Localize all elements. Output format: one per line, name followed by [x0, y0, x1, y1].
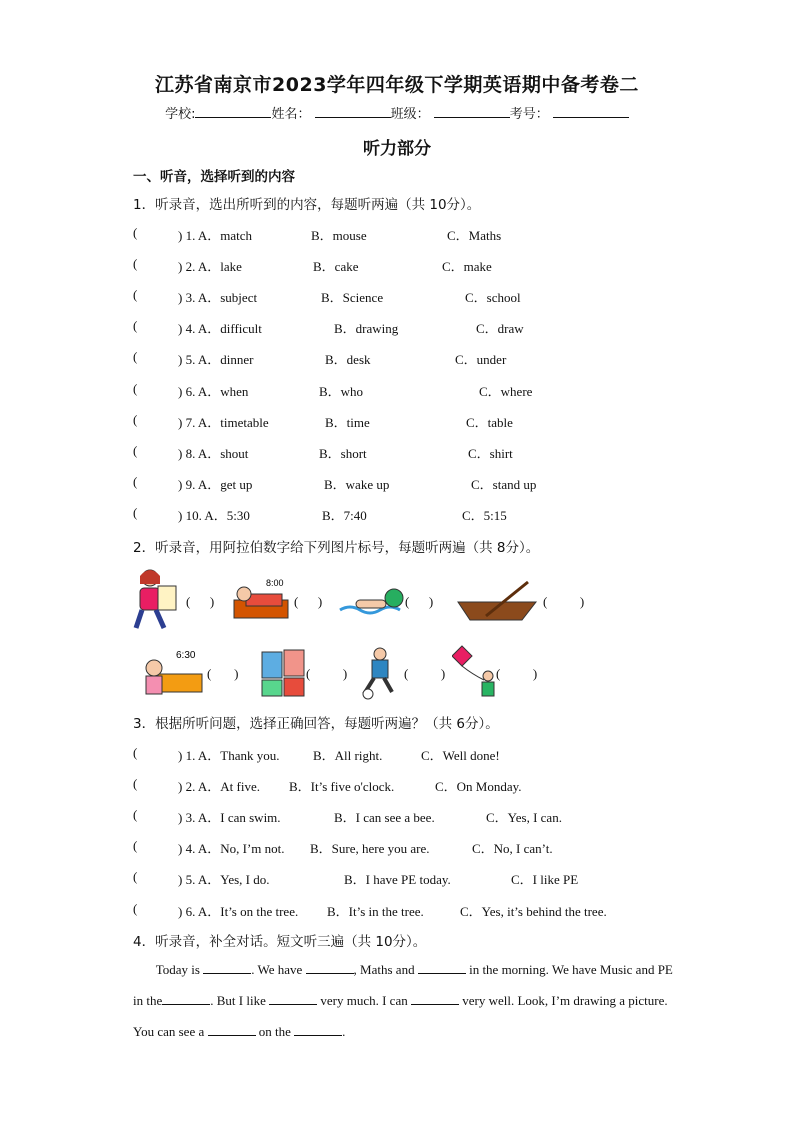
option-b: B．drawing [334, 321, 399, 337]
option-a: ) 4. A．No, I’m not. [178, 841, 285, 857]
option-b: B．It’s five o'clock. [289, 779, 395, 795]
option-a: ) 7. A．timetable [178, 414, 269, 430]
passage-blank[interactable] [208, 1025, 256, 1036]
option-a: ) 5. A．Yes, I do. [178, 872, 270, 888]
class-field[interactable] [434, 105, 510, 118]
answer-paren[interactable]: ( [133, 504, 138, 520]
page-title: 江苏省南京市2023学年四年级下学期英语期中备考卷二 [155, 74, 639, 96]
q2-answer-paren-8[interactable]: ( ) [496, 666, 538, 681]
passage-text: . [342, 1024, 346, 1039]
option-c: C．shirt [468, 445, 513, 461]
option-a: ) 10. A．5:30 [178, 507, 250, 523]
clock-time-label: 6:30 [176, 650, 196, 661]
answer-paren[interactable]: ( [133, 807, 138, 823]
q3-instruction: 3．根据所听问题，选择正确回答，每题听两遍？（共 6分）。 [133, 716, 499, 732]
option-c: C．stand up [471, 476, 537, 492]
option-b: B．cake [313, 259, 359, 275]
passage-text: . But I like [210, 993, 266, 1008]
q4-instruction: 4．听录音，补全对话。短文听三遍（共 10分）。 [133, 934, 427, 950]
section-title: 听力部分 [363, 139, 431, 159]
option-b: B．Sure, here you are. [310, 841, 430, 857]
option-a: ) 3. A．I can swim. [178, 810, 281, 826]
option-c: C．I like PE [511, 872, 579, 888]
passage-text: . We have [251, 962, 303, 977]
student-info-line [0, 103, 794, 122]
q2-answer-paren-1[interactable]: ( ) [186, 594, 215, 609]
passage-blank[interactable] [269, 994, 317, 1005]
boy-flying-kite-picture [452, 644, 500, 700]
option-c: C．table [466, 414, 513, 430]
option-b: B．desk [325, 352, 371, 368]
option-b: B．Science [321, 290, 384, 306]
name-label: 姓名： [271, 107, 311, 122]
answer-paren[interactable]: ( [133, 225, 138, 240]
q1-instruction: 1．听录音，选出所听到的内容，每题听两遍（共 10分）。 [133, 197, 481, 213]
answer-paren[interactable]: ( [133, 900, 138, 916]
q2-answer-paren-2[interactable]: ( ) [294, 594, 323, 609]
clock-time-label: 8:00 [266, 578, 284, 588]
class-label: 班级： [390, 107, 430, 122]
school-field[interactable] [195, 105, 271, 118]
option-a: ) 9. A．get up [178, 476, 253, 492]
option-a: ) 1. A．Thank you. [178, 748, 280, 763]
option-b: B．wake up [324, 476, 390, 492]
passage-blank[interactable] [162, 994, 210, 1005]
option-c: C．On Monday. [435, 779, 522, 795]
school-label: 学校: [165, 107, 196, 122]
answer-paren[interactable]: ( [133, 838, 138, 854]
q2-answer-paren-3[interactable]: ( ) [405, 594, 434, 609]
option-a: ) 3. A．subject [178, 290, 258, 306]
books-picture [260, 648, 308, 698]
option-c: C．Well done! [421, 748, 500, 763]
number-label: 考号： [509, 107, 549, 122]
q2-answer-paren-4[interactable]: ( ) [543, 594, 585, 609]
option-c: C．school [465, 290, 521, 306]
answer-paren[interactable]: ( [133, 287, 138, 303]
boy-swimming-picture [338, 584, 410, 620]
answer-paren[interactable]: ( [133, 442, 138, 458]
option-b: B．who [319, 383, 364, 399]
option-c: C．Yes, it’s behind the tree. [460, 903, 607, 919]
option-b: B．short [319, 445, 367, 461]
passage-text: , Maths and [353, 962, 415, 977]
number-field[interactable] [553, 105, 629, 118]
answer-paren[interactable]: ( [133, 318, 138, 334]
answer-paren[interactable]: ( [133, 256, 138, 272]
q2-instruction: 2．听录音，用阿拉伯数字给下列图片标号，每题听两遍（共 8分）。 [133, 540, 540, 556]
option-a: ) 2. A．lake [178, 259, 242, 275]
option-a: ) 1. A．match [178, 228, 253, 243]
option-c: C．make [442, 259, 492, 275]
option-b: B．I can see a bee. [334, 810, 435, 826]
option-a: ) 2. A．At five. [178, 779, 260, 795]
boy-playing-football-picture [352, 646, 404, 700]
passage-text: very much. I can [320, 993, 408, 1008]
option-a: ) 4. A．difficult [178, 321, 262, 337]
boat-picture [456, 576, 538, 624]
passage-text: Today is [155, 962, 200, 977]
option-c: C．draw [476, 321, 524, 337]
option-b: B．time [325, 414, 370, 430]
passage-blank[interactable] [418, 963, 466, 974]
answer-paren[interactable]: ( [133, 411, 138, 427]
answer-paren[interactable]: ( [133, 380, 138, 396]
name-field[interactable] [315, 105, 391, 118]
answer-paren[interactable]: ( [133, 869, 138, 885]
option-a: ) 5. A．dinner [178, 352, 254, 368]
girl-waking-up-picture [136, 646, 204, 696]
q4-passage [133, 954, 673, 1047]
option-b: B．mouse [311, 228, 367, 243]
option-a: ) 6. A．It’s on the tree. [178, 903, 299, 919]
answer-paren[interactable]: ( [133, 745, 138, 760]
q2-answer-paren-7[interactable]: ( ) [404, 666, 446, 681]
passage-blank[interactable] [203, 963, 251, 974]
passage-text: on the [258, 1024, 291, 1039]
option-a: ) 8. A．shout [178, 445, 249, 461]
passage-blank[interactable] [306, 963, 354, 974]
boy-in-bed-picture [232, 576, 290, 622]
q2-answer-paren-5[interactable]: ( ) [207, 666, 239, 681]
option-c: C．under [455, 352, 507, 368]
option-c: C．5:15 [462, 507, 507, 523]
girl-drawing-picture [130, 566, 182, 632]
option-b: B．It’s in the tree. [327, 903, 424, 919]
answer-paren[interactable]: ( [133, 473, 138, 489]
passage-blank[interactable] [411, 994, 459, 1005]
passage-text: very well. Look, I’m drawing a picture. You can see a [133, 993, 668, 1039]
answer-paren[interactable]: ( [133, 776, 138, 792]
option-a: ) 6. A．when [178, 383, 249, 399]
option-c: C．Maths [447, 228, 502, 243]
passage-blank[interactable] [294, 1025, 342, 1036]
answer-paren[interactable]: ( [133, 349, 138, 365]
option-b: B．All right. [313, 748, 383, 763]
passage-text: in the morning. We have Music and PE in the [133, 962, 673, 1008]
part-heading: 一、听音，选择听到的内容 [133, 169, 295, 185]
q2-answer-paren-6[interactable]: ( ) [306, 666, 348, 681]
option-b: B．7:40 [322, 507, 367, 523]
option-b: B．I have PE today. [344, 872, 451, 888]
option-c: C．Yes, I can. [486, 810, 562, 826]
option-c: C．where [479, 383, 533, 399]
option-c: C．No, I can’t. [472, 841, 553, 857]
